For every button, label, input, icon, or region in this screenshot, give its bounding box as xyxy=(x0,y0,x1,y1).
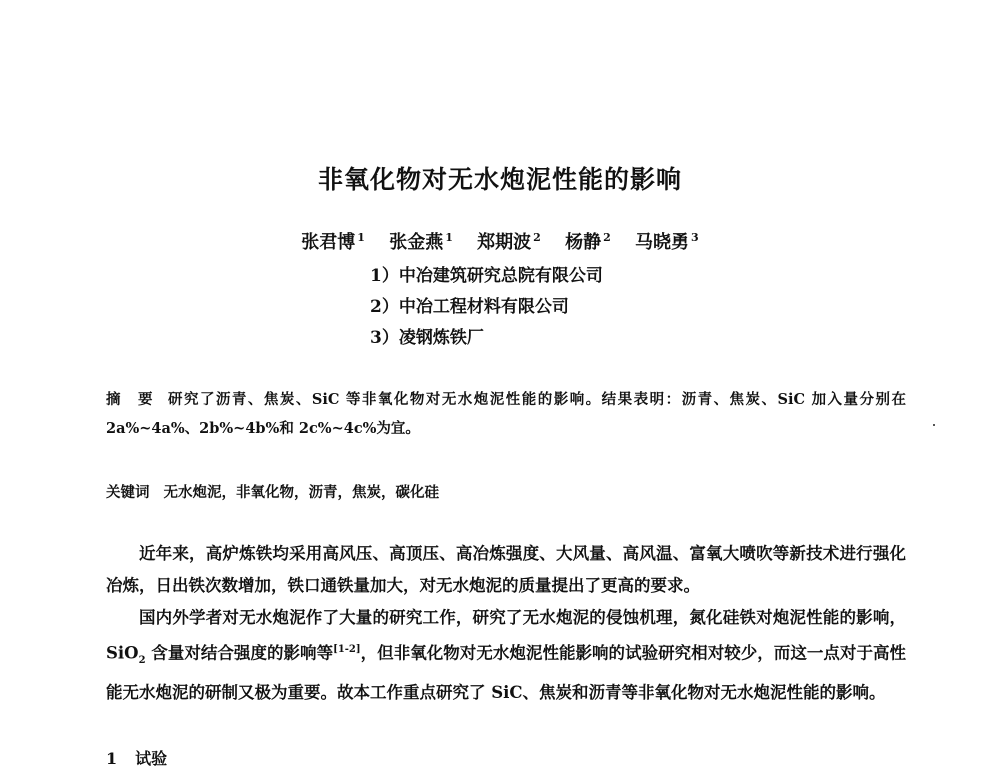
citation-reference: [1-2] xyxy=(333,644,361,655)
author-name: 郑期波 xyxy=(477,232,532,253)
section-number: 1 xyxy=(106,749,118,768)
affiliation-2: 2）中冶工程材料有限公司 xyxy=(370,297,569,317)
author-name: 马晓勇 xyxy=(635,232,690,253)
author xyxy=(389,232,453,253)
section-title: 试验 xyxy=(135,749,168,768)
author-affiliation-mark: 1 xyxy=(445,231,453,244)
author-affiliation-mark: 2 xyxy=(533,231,541,244)
body-text xyxy=(106,538,906,709)
author-affiliation-mark: 1 xyxy=(357,231,365,244)
author-affiliation-mark: 2 xyxy=(603,231,611,244)
paragraph-text: 国内外学者对无水炮泥作了大量的研究工作，研究了无水炮泥的侵蚀机理，氮化硅铁对炮泥性能的影响，SiO xyxy=(106,608,906,663)
author xyxy=(565,232,611,253)
section-heading xyxy=(106,746,167,769)
author xyxy=(635,232,699,253)
keywords-label: 关键词 xyxy=(106,484,150,501)
subscript: 2 xyxy=(138,654,146,666)
abstract-text: 研究了沥青、焦炭、SiC 等非氧化物对无水炮泥性能的影响。结果表明：沥青、焦炭、SiC 加入量分别在 2a%~4a%、2b%~4b%和 2c%~4c%为宜。 xyxy=(106,391,907,437)
author-name: 杨静 xyxy=(565,232,602,253)
author xyxy=(477,232,541,253)
paragraph-text: ，但非氧化物对无水炮泥性能影响的试验研究相对较少，而这一点对于高性能无水炮泥的研制又极为重要。故本工作重点研究了 SiC、焦炭和沥青等非氧化物对无水炮泥性能的影响。 xyxy=(106,643,906,702)
keywords xyxy=(106,481,906,502)
author xyxy=(301,232,365,253)
keywords-text: 无水炮泥，非氧化物，沥青，焦炭，碳化硅 xyxy=(163,484,439,501)
affiliation-1: 1）中冶建筑研究总院有限公司 xyxy=(370,266,603,286)
abstract xyxy=(106,385,906,443)
author-affiliation-mark: 3 xyxy=(691,231,699,244)
paragraph-text: 含量对结合强度的影响等 xyxy=(145,643,334,663)
paper-title: 非氧化物对无水炮泥性能的影响 xyxy=(317,165,682,194)
affiliation-3: 3）凌钢炼铁厂 xyxy=(370,328,484,348)
author-name: 张君博 xyxy=(301,232,356,253)
author-name: 张金燕 xyxy=(389,232,444,253)
paragraph-background xyxy=(106,602,906,709)
abstract-label: 摘 要 xyxy=(106,391,154,408)
speck-mark xyxy=(933,424,935,426)
author-list xyxy=(0,228,1000,254)
paragraph-intro: 近年来，高炉炼铁均采用高风压、高顶压、高冶炼强度、大风量、高风温、富氧大喷吹等新技术进行强化冶炼，日出铁次数增加，铁口通铁量加大，对无水炮泥的质量提出了更高的要求。 xyxy=(106,544,906,595)
